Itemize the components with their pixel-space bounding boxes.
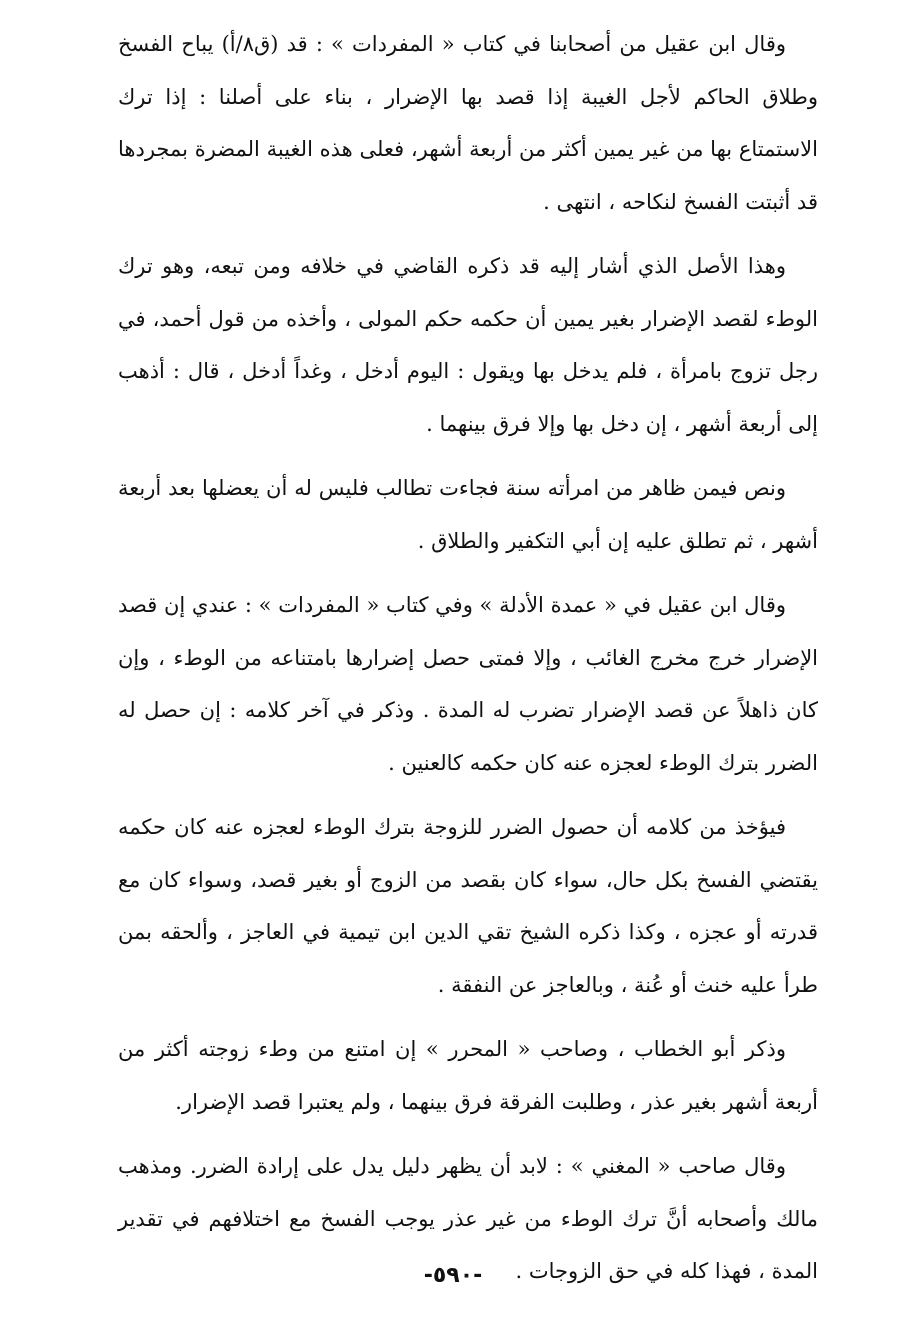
paragraph-2: وهذا الأصل الذي أشار إليه قد ذكره القاضي في خلافه ومن تبعه، وهو ترك الوطء لقصد الإضرار بغير يمين أن حكمه حكم المولى ، وأخذه من قول أحمد، في رجل تزوج بامرأة ، فلم يدخل بها ويقول : اليوم أدخل ، وغداً أدخل ، قال : أذهب إلى أربعة أشهر ، إن دخل بها وإلا فرق بينهما . bbox=[118, 254, 818, 436]
paragraph-7: وقال صاحب « المغني » : لابد أن يظهر دليل يدل على إرادة الضرر. ومذهب مالك وأصحابه أنَّ ترك الوطء من غير عذر يوجب الفسخ مع اختلافهم في تقدير المدة ، فهذا كله في حق الزوجات . bbox=[118, 1154, 818, 1283]
paragraph-1: وقال ابن عقيل من أصحابنا في كتاب « المفردات » : قد (ق٨/أ) يباح الفسخ وطلاق الحاكم لأجل الغيبة إذا قصد بها الإضرار ، بناء على أصلنا : إذا ترك الاستمتاع بها من غير يمين أكثر من أربعة أشهر، فعلى هذه الغيبة المضرة بمجردها قد أثبتت الفسخ لنكاحه ، انتهى . bbox=[118, 32, 818, 214]
page-number: -٥٩٠- bbox=[423, 1263, 483, 1288]
paragraph-3: ونص فيمن ظاهر من امرأته سنة فجاءت تطالب فليس له أن يعضلها بعد أربعة أشهر ، ثم تطلق عليه إن أبي التكفير والطلاق . bbox=[118, 476, 818, 553]
body-text bbox=[118, 18, 818, 1310]
paragraph-4: وقال ابن عقيل في « عمدة الأدلة » وفي كتاب « المفردات » : عندي إن قصد الإضرار خرج مخرج الغائب ، وإلا فمتى حصل إضرارها بامتناعه من الوطء ، وإن كان ذاهلاً عن قصد الإضرار تضرب له المدة . وذكر في آخر كلامه : إن حصل له الضرر بترك الوطء لعجزه عنه كان حكمه كالعنين . bbox=[118, 593, 818, 775]
paragraph-5: فيؤخذ من كلامه أن حصول الضرر للزوجة بترك الوطء لعجزه عنه كان حكمه يقتضي الفسخ بكل حال، سواء كان بقصد من الزوج أو بغير قصد، وسواء كان مع قدرته أو عجزه ، وكذا ذكره الشيخ تقي الدين ابن تيمية في العاجز ، وألحقه بمن طرأ عليه خنث أو عُنة ، وبالعاجز عن النفقة . bbox=[118, 815, 818, 997]
paragraph-6: وذكر أبو الخطاب ، وصاحب « المحرر » إن امتنع من وطء زوجته أكثر من أربعة أشهر بغير عذر ، وطلبت الفرقة فرق بينهما ، ولم يعتبرا قصد الإضرار. bbox=[118, 1037, 818, 1114]
